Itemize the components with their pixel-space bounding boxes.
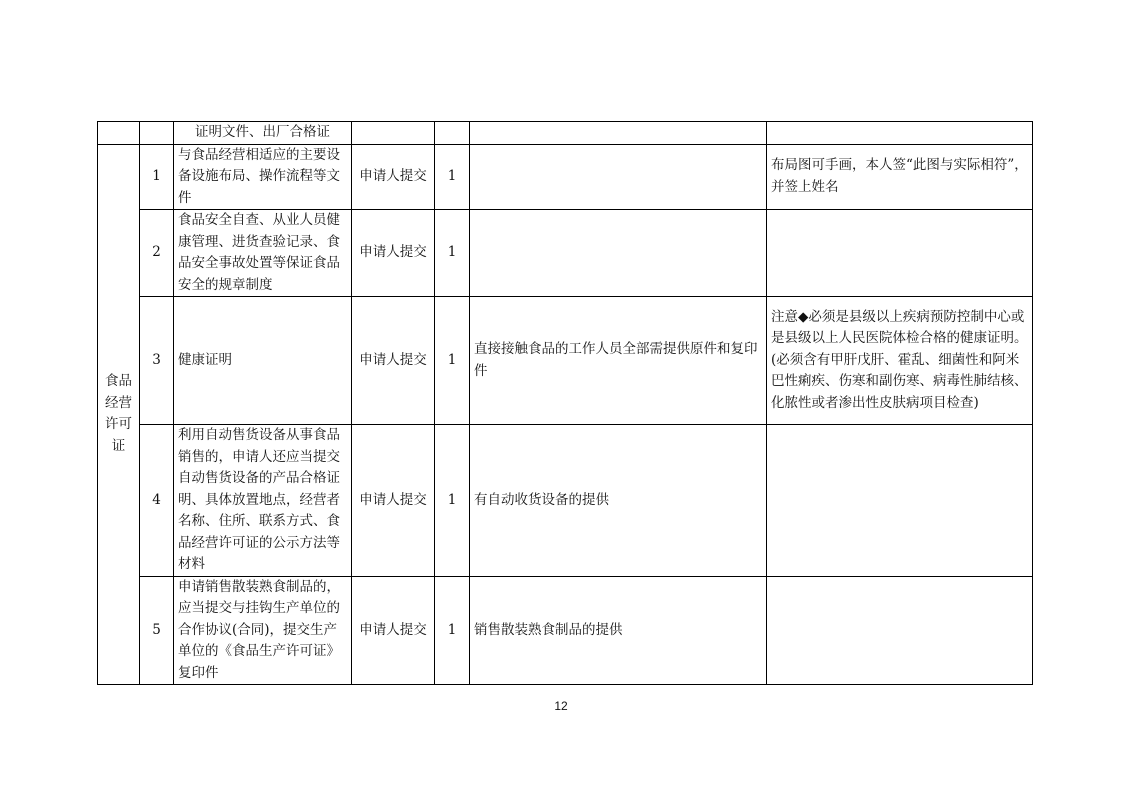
number-cell: 2 — [140, 210, 174, 297]
remark-cell — [767, 425, 1033, 577]
remark-cell — [767, 576, 1033, 685]
requirement-cell: 有自动收货设备的提供 — [470, 425, 767, 577]
copies-cell: 1 — [435, 425, 470, 577]
table-row — [98, 144, 1033, 210]
category-cell-empty — [98, 122, 140, 145]
number-cell: 3 — [140, 297, 174, 425]
table-row-continuation — [98, 122, 1033, 145]
material-cell: 与食品经营相适应的主要设备设施布局、操作流程等文件 — [174, 144, 352, 210]
table-row — [98, 210, 1033, 297]
remark-cell: 注意◆必须是县级以上疾病预防控制中心或是县级以上人民医院体检合格的健康证明。(必须含有甲肝戊肝、霍乱、细菌性和阿米巴性痢疾、伤寒和副伤寒、病毒性肺结核、化脓性或者渗出性皮肤病项目检查) — [767, 297, 1033, 425]
category-cell: 食品经营许可证 — [98, 144, 140, 685]
table-row — [98, 576, 1033, 685]
requirement-cell: 直接接触食品的工作人员全部需提供原件和复印件 — [470, 297, 767, 425]
submitter-cell: 申请人提交 — [352, 297, 435, 425]
copies-cell: 1 — [435, 576, 470, 685]
requirement-cell — [470, 144, 767, 210]
copies-cell-empty — [435, 122, 470, 145]
copies-cell: 1 — [435, 297, 470, 425]
requirement-cell — [470, 210, 767, 297]
table-row — [98, 425, 1033, 577]
submitter-cell: 申请人提交 — [352, 144, 435, 210]
material-cell: 证明文件、出厂合格证 — [174, 122, 352, 145]
material-cell: 食品安全自查、从业人员健康管理、进货查验记录、食品安全事故处置等保证食品安全的规章制度 — [174, 210, 352, 297]
copies-cell: 1 — [435, 210, 470, 297]
table-row — [98, 297, 1033, 425]
number-cell: 1 — [140, 144, 174, 210]
requirement-cell-empty — [470, 122, 767, 145]
submitter-cell: 申请人提交 — [352, 425, 435, 577]
remark-cell-empty — [767, 122, 1033, 145]
submitter-cell: 申请人提交 — [352, 576, 435, 685]
requirement-cell: 销售散装熟食制品的提供 — [470, 576, 767, 685]
requirements-table — [97, 121, 1033, 685]
material-cell: 健康证明 — [174, 297, 352, 425]
submitter-cell-empty — [352, 122, 435, 145]
remark-cell — [767, 210, 1033, 297]
number-cell-empty — [140, 122, 174, 145]
material-cell: 申请销售散装熟食制品的，应当提交与挂钩生产单位的合作协议(合同)，提交生产单位的《食品生产许可证》复印件 — [174, 576, 352, 685]
remark-cell: 布局图可手画，本人签“此图与实际相符”，并签上姓名 — [767, 144, 1033, 210]
material-cell: 利用自动售货设备从事食品销售的，申请人还应当提交自动售货设备的产品合格证明、具体放置地点，经营者名称、住所、联系方式、食品经营许可证的公示方法等材料 — [174, 425, 352, 577]
submitter-cell: 申请人提交 — [352, 210, 435, 297]
copies-cell: 1 — [435, 144, 470, 210]
number-cell: 4 — [140, 425, 174, 577]
page-number: 12 — [554, 699, 568, 713]
number-cell: 5 — [140, 576, 174, 685]
